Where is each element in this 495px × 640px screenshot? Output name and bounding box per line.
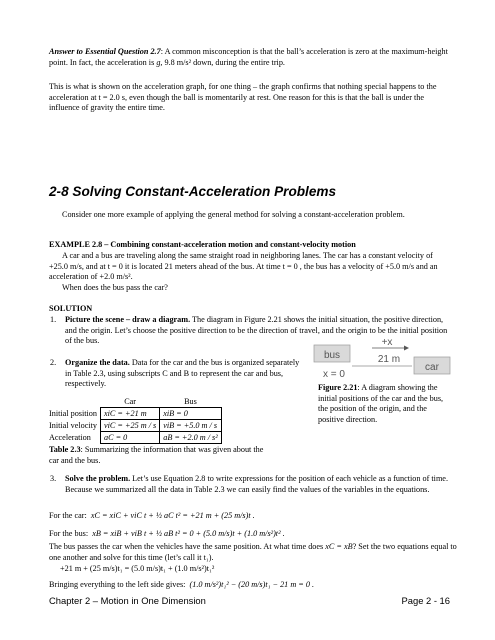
pass-condition: xC = xB bbox=[325, 542, 353, 551]
table-row: Acceleration aC = 0 aB = +2.0 m / s² bbox=[49, 432, 221, 444]
step-1-body: The diagram in Figure 2.21 shows the initial situation, the positive direction, and the origin. Let’s choose the positive direction to be the direction of travel, and the origin to be the initial position of the bus. bbox=[65, 315, 448, 346]
page-footer bbox=[49, 595, 450, 606]
footer-page-number: Page 2 - 16 bbox=[401, 595, 450, 606]
data-table bbox=[49, 396, 222, 444]
step-3-title: Solve the problem. bbox=[65, 474, 131, 483]
axis-label: +x bbox=[381, 337, 393, 348]
step-2-title: Organize the data. bbox=[65, 358, 130, 367]
bring-equation: Bringing everything to the left side gives: (1.0 m/s²)t₁² − (20 m/s)t₁ − 21 m = 0 . bbox=[49, 580, 315, 589]
example-question: When does the bus pass the car? bbox=[62, 283, 168, 292]
answer-paragraph-2: This is what is shown on the acceleration graph, for one thing – the graph confirms that nothing special happens to the acceleration at t = 2.0 s, even though the ball is momentarily at rest. One reason for this is that the ball is under the influence of gravity the entire time. bbox=[49, 82, 437, 113]
origin-label: x = 0 bbox=[323, 369, 345, 380]
bus-label: bus bbox=[323, 350, 341, 361]
example-heading: EXAMPLE 2.8 – Combining constant-acceleration motion and constant-velocity motion bbox=[49, 240, 356, 249]
car-label: car bbox=[425, 362, 439, 373]
solution-label: SOLUTION bbox=[49, 304, 93, 313]
step-3: 3. Solve the problem. Let’s use Equation 2.8 to write expressions for the position of each vehicle as a function of time. Because we summarized all the data in Table 2.3 we can easily find the values of the variables in the equations. bbox=[50, 474, 448, 494]
g-vector-symbol: g bbox=[156, 57, 161, 67]
figure-caption: Figure 2.21: A diagram showing the initial positions of the car and the bus, the position of the origin, and the positive direction. bbox=[318, 383, 444, 424]
step-1: 1. Picture the scene – draw a diagram. The diagram in Figure 2.21 shows the initial situation, the positive direction, and the origin. Let’s choose the positive direction to be the direction of travel, and the origin to be the initial position of the bus. bbox=[50, 315, 448, 346]
car-equation: For the car: xC = xiC + viC t + ½ aC t² = +21 m + (25 m/s)t . bbox=[49, 511, 255, 520]
table-row: Initial velocity viC = +25 m / s viB = +5.0 m / s bbox=[49, 420, 221, 432]
footer-chapter: Chapter 2 – Motion in One Dimension bbox=[49, 595, 206, 606]
col-bus: Bus bbox=[184, 397, 197, 406]
bus-equation: For the bus: xB = xiB + viB t + ½ aB t² = 0 + (5.0 m/s)t + (1.0 m/s²)t² . bbox=[49, 529, 285, 538]
col-car: Car bbox=[124, 397, 137, 406]
set-equal-equation: +21 m + (25 m/s)t₁ = (5.0 m/s)t₁ + (1.0 m/s²)t₁² bbox=[60, 564, 215, 573]
step-2: 2. Organize the data. Data for the car and the bus is organized separately in Table 2.3, using subscripts C and B to represent the car and bus, respectively. bbox=[50, 358, 300, 389]
answer-text: : A common misconception is that the ball’s acceleration is zero at the maximum-height point. In fact, the acceleration is bbox=[49, 47, 448, 67]
table-row: Initial position xiC = +21 m xiB = 0 bbox=[49, 408, 221, 420]
step-1-title: Picture the scene – draw a diagram. bbox=[65, 315, 191, 324]
table-caption: Table 2.3: Summarizing the information that was given about the car and the bus. bbox=[49, 445, 264, 465]
answer-paragraph bbox=[49, 47, 449, 68]
answer-label: Answer to Essential Question 2.7 bbox=[49, 47, 161, 56]
answer-tail: , 9.8 m/s² down, during the entire trip. bbox=[160, 57, 285, 67]
pass-paragraph: The bus passes the car when the vehicles have the same position. At what time does xC = xB? Set the two equations equal to one another and solve for this time (let’s call it t₁). bbox=[49, 542, 457, 562]
section-title: 2-8 Solving Constant-Acceleration Problems bbox=[49, 184, 337, 199]
distance-label: 21 m bbox=[377, 354, 401, 365]
example-body: A car and a bus are traveling along the same straight road in neighboring lanes. The car has a constant velocity of +25.0 m/s, and at t = 0 it is located 21 meters ahead of the bus. At time t = 0 , the bus has a velocity of +5.0 m/s and an acceleration of +2.0 m/s². bbox=[49, 251, 438, 282]
arrowhead-icon bbox=[404, 346, 409, 351]
section-intro: Consider one more example of applying the general method for solving a constant-acceleration problem. bbox=[62, 210, 405, 219]
step-3-body: Let’s use Equation 2.8 to write expressions for the position of each vehicle as a function of time. Because we summarized all the data in Table 2.3 we can easily find the values of the variables in the equations. bbox=[65, 474, 448, 494]
step-2-body: Data for the car and the bus is organized separately in Table 2.3, using subscripts C and B to represent the car and bus, respectively. bbox=[65, 358, 300, 389]
